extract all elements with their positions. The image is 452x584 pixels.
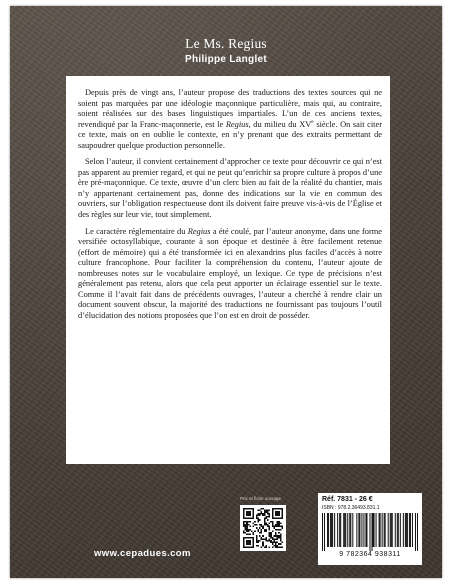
blurb-p3-text-b: a été coulé, par l’auteur anonyme, dans une forme versifiée octosyllabique, courante à son époque et destinée à être facilement retenue (effort de mémoire) qui a été transformée ici en alexandrins plus faciles d’accès à notre culture francophone. Pour faciliter la compréhension du contenu, l’auteur ajoute de nombreuses notes sur le vocabulaire employé, un lexique. Ce type de précisions n’est généralement pas retenu, alors que cela peut apporter un éclairage essentiel sur le texte. Comme il l’avait fait dans de précédents ouvrages, l’auteur a cherché à rendre clair un document souvent obscur, la majorité des traductions ne fournissant pas toujours l’outil d’élucidation des notions proposées que l’on est en droit de posséder. bbox=[78, 226, 382, 320]
blurb-p1-superscript: e bbox=[311, 118, 314, 125]
blurb-p1-text-c: siècle. On sait citer ce texte, mais on en oublie le contexte, en n’y prenant que des extraits permettant de saupoudrer quelque production personnelle. bbox=[78, 119, 382, 150]
barcode-box bbox=[318, 493, 422, 565]
blurb-paragraph-3 bbox=[78, 227, 382, 322]
qr-code-label: Prix et fiche ouvrage bbox=[240, 496, 282, 501]
blurb-paragraph-1 bbox=[78, 88, 382, 151]
qr-code bbox=[240, 505, 286, 551]
blurb-text-box bbox=[66, 76, 390, 464]
blurb-p1-text-a: Depuis près de vingt ans, l’auteur propose des traductions des textes sources qui ne soient pas marquées par une idéologie maçonnique particulière, mais qui, au contraire, soient réalisées sur des bases linguistiques impartiales. L’un de ces anciens textes, revendiqué par la Franc-maçonnerie, est le bbox=[78, 88, 382, 129]
blurb-p1-text-b: , du milieu du XV bbox=[248, 119, 312, 129]
blurb-p3-text-a: Le caractère réglementaire du bbox=[85, 226, 188, 236]
blurb-paragraph-2: Selon l’auteur, il convient certainement d’approcher ce texte pour découvrir ce qui n’est pas apparent au premier regard, et qui ne peut qu’enrichir sa propre culture à propos d’une ère pré-maçonnique. Ce texte, œuvre d’un clerc bien au fait de la réalité du chantier, mais n’y appartenant certainement pas, donne des indications sur la vie en commun des ouvriers, sur l’obligation respectueuse dont ils doivent faire preuve vis-à-vis de l’Église et des règles sur leur vie, tout simplement. bbox=[78, 157, 382, 220]
qr-code-icon bbox=[243, 508, 283, 548]
blurb-p3-italic: Regius bbox=[187, 226, 211, 236]
book-author: Philippe Langlet bbox=[184, 54, 268, 65]
barcode-icon bbox=[322, 513, 418, 551]
book-back-cover bbox=[10, 6, 442, 578]
isbn-number: ISBN : 978.2.36493.831.1 bbox=[322, 505, 380, 511]
reference-price: Réf. 7831 - 26 € bbox=[322, 496, 373, 503]
publisher-website: www.cepadues.com bbox=[94, 548, 191, 559]
blurb-p1-italic: Regius bbox=[225, 119, 249, 129]
book-title: Le Ms. Regius bbox=[185, 36, 267, 51]
ean-number: 9 782364 938311 bbox=[339, 551, 401, 558]
